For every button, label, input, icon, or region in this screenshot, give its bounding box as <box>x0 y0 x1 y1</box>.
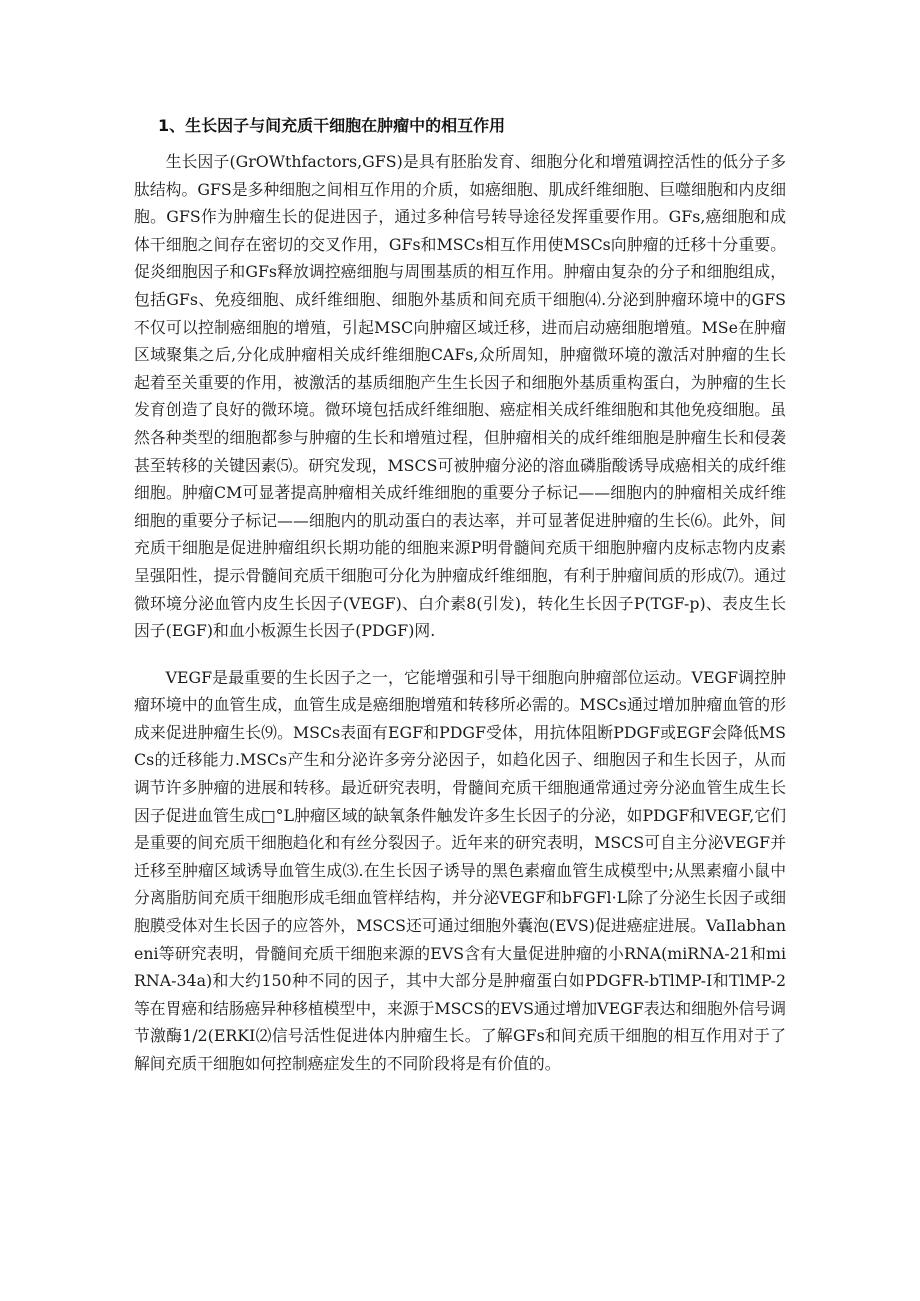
section-heading: 1、生长因子与间充质干细胞在肿瘤中的相互作用 <box>158 116 506 135</box>
document-body <box>134 112 786 1097</box>
paragraph-vegf: VEGF是最重要的生长因子之一，它能增强和引导干细胞向肿瘤部位运动。VEGF调控肿瘤环境中的血管生成，血管生成是癌细胞增殖和转移所必需的。MSCs通过增加肿瘤血管的形成来促进肿瘤生长⑼。MSCs表面有EGF和PDGF受体，用抗体阻断PDGF或EGF会降低MSCs的迁移能力.MSCs产生和分泌许多旁分泌因子，如趋化因子、细胞因子和生长因子，从而调节许多肿瘤的进展和转移。最近研究表明，骨髓间充质干细胞通常通过旁分泌血管生成生长因子促进血管生成□°L肿瘤区域的缺氧条件触发许多生长因子的分泌，如PDGF和VEGF,它们是重要的间充质干细胞趋化和有丝分裂因子。近年来的研究表明，MSCS可自主分泌VEGF并迁移至肿瘤区域诱导血管生成⑶.在生长因子诱导的黑色素瘤血管生成模型中;从黑素瘤小鼠中分离脂肪间充质干细胞形成毛细血管样结构，并分泌VEGF和bFGFl·L除了分泌生长因子或细胞膜受体对生长因子的应答外，MSCS还可通过细胞外囊泡(EVS)促进癌症进展。VaIlabhaneni等研究表明，骨髓间充质干细胞来源的EVS含有大量促进肿瘤的小RNA(miRNA-21和miRNA-34a)和大约150种不同的因子，其中大部分是肿瘤蛋白如PDGFR-bTlMP-I和TlMP-2等在胃癌和结肠癌异种移植模型中，来源于MSCS的EVS通过增加VEGF表达和细胞外信号调节激酶1/2(ERKI⑵信号活性促进体内肿瘤生长。了解GFs和间充质干细胞的相互作用对于了解间充质干细胞如何控制癌症发生的不同阶段将是有价值的。 <box>134 667 786 1073</box>
paragraph-growth-factors: 生长因子(GrOWthfactors,GFS)是具有胚胎发育、细胞分化和增殖调控活性的低分子多肽结构。GFS是多种细胞之间相互作用的介质，如癌细胞、肌成纤维细胞、巨噬细胞和内皮细胞。GFS作为肿瘤生长的促进因子，通过多种信号转导途径发挥重要作用。GFs,癌细胞和成体干细胞之间存在密切的交叉作用，GFs和MSCs相互作用使MSCs向肿瘤的迁移十分重要。促炎细胞因子和GFs释放调控癌细胞与周围基质的相互作用。肿瘤由复杂的分子和细胞组成，包括GFs、免疫细胞、成纤维细胞、细胞外基质和间充质干细胞⑷.分泌到肿瘤环境中的GFS不仅可以控制癌细胞的增殖，引起MSC向肿瘤区域迁移，进而启动癌细胞增殖。MSe在肿瘤区域聚集之后,分化成肿瘤相关成纤维细胞CAFs,众所周知，肿瘤微环境的激活对肿瘤的生长起着至关重要的作用，被激活的基质细胞产生生长因子和细胞外基质重构蛋白，为肿瘤的生长发育创造了良好的微环境。微环境包括成纤维细胞、癌症相关成纤维细胞和其他免疫细胞。虽然各种类型的细胞都参与肿瘤的生长和增殖过程，但肿瘤相关的成纤维细胞是肿瘤生长和侵袭甚至转移的关键因素⑸。研究发现，MSCS可被肿瘤分泌的溶血磷脂酸诱导成癌相关的成纤维细胞。肿瘤CM可显著提高肿瘤相关成纤维细胞的重要分子标记——细胞内的肿瘤相关成纤维细胞的重要分子标记——细胞内的肌动蛋白的表达率，并可显著促进肿瘤的生长⑹。此外，间充质干细胞是促进肿瘤组织长期功能的细胞来源P明骨髓间充质干细胞肿瘤内皮标志物内皮素呈强阳性，提示骨髓间充质干细胞可分化为肿瘤成纤维细胞，有利于肿瘤间质的形成⑺。通过微环境分泌血管内皮生长因子(VEGF)、白介素8(引发)，转化生长因子P(TGF-p)、表皮生长因子(EGF)和血小板源生长因子(PDGF)网. <box>134 152 786 641</box>
